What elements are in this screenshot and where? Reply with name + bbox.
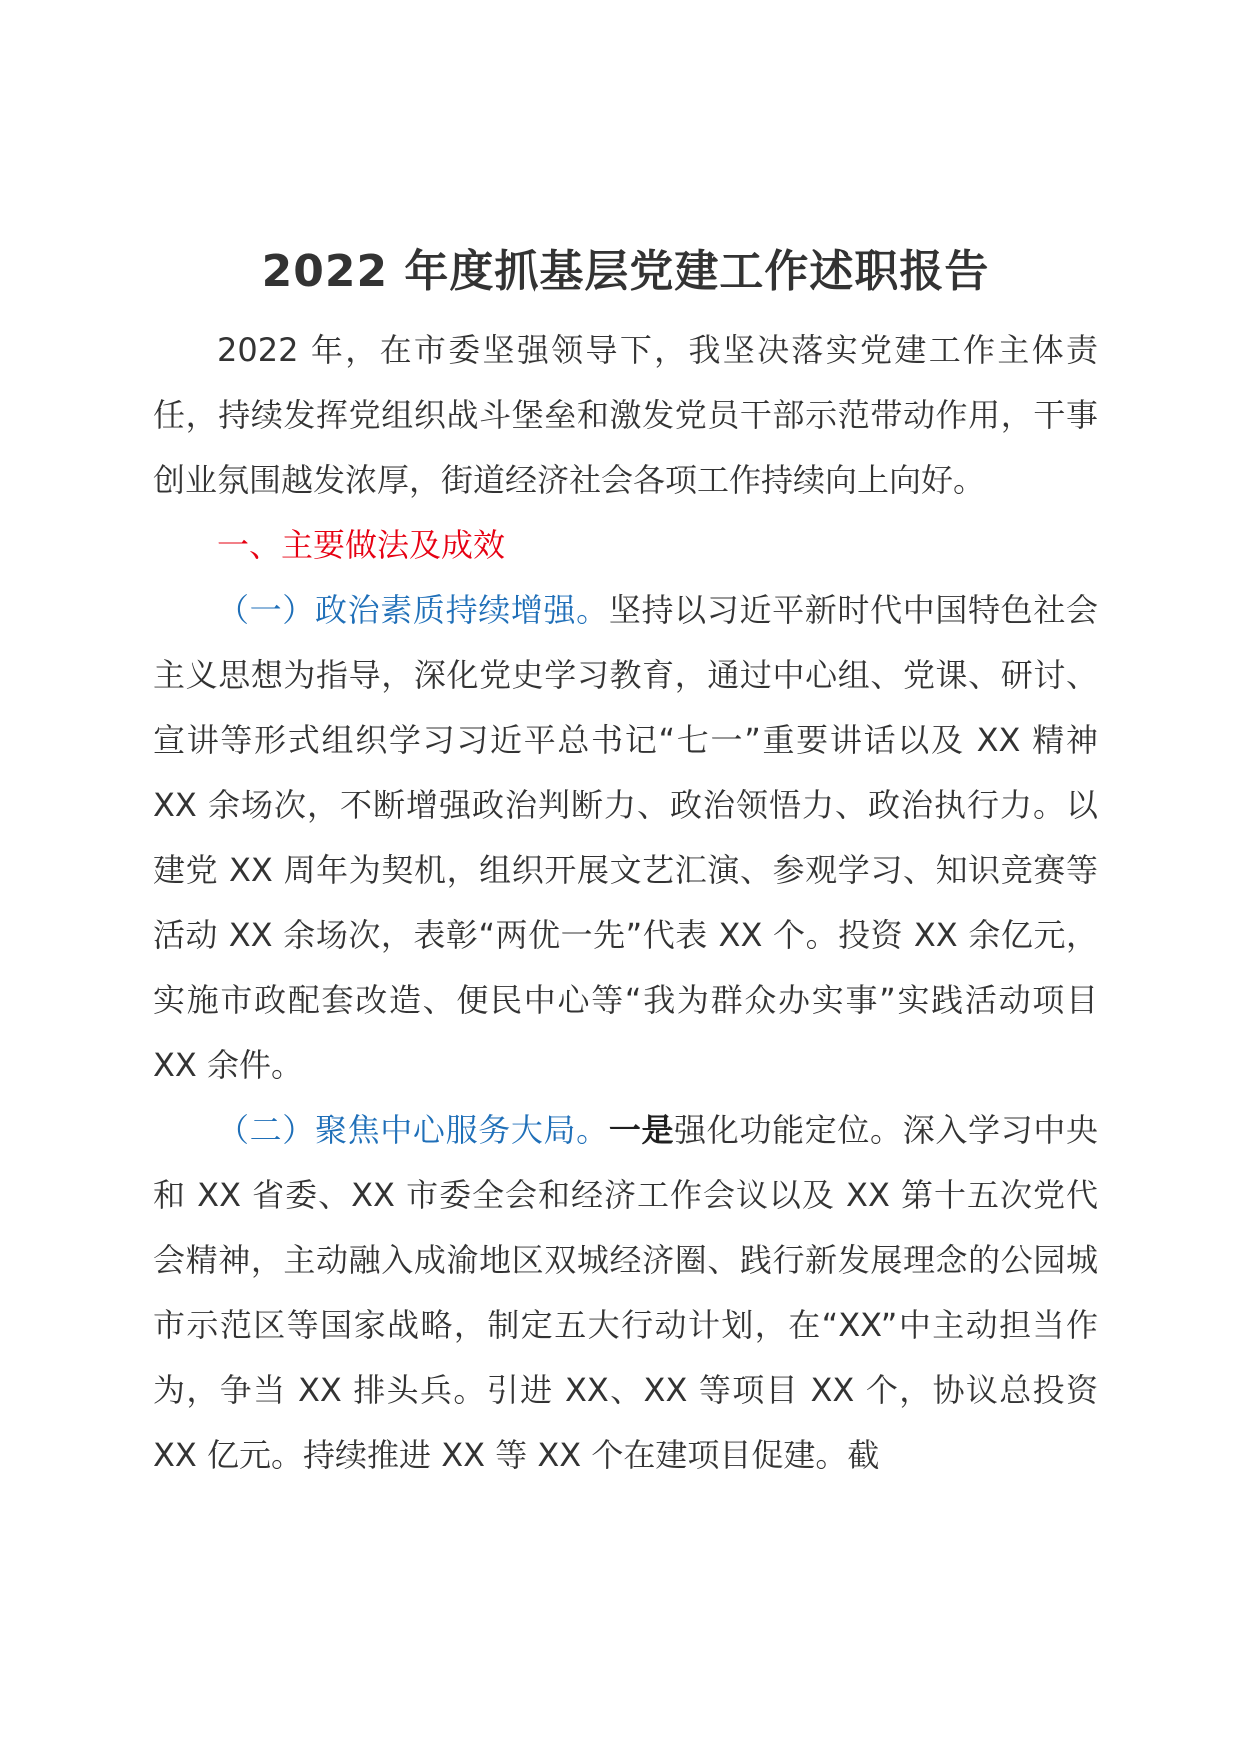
document-body — [153, 232, 1098, 1488]
subsection-1-body: 坚持以习近平新时代中国特色社会主义思想为指导，深化党史学习教育，通过中心组、党课、研讨、宣讲等形式组织学习习近平总书记“七一”重要讲话以及 XX 精神 XX 余场次，不断增强政治判断力、政治领悟力、政治执行力。以建党 XX 周年为契机，组织开展文艺汇演、参观学习、知识竞赛等活动 XX 余场次，表彰“两优一先”代表 XX 个。投资 XX 余亿元，实施市政配套改造、便民中心等“我为群众办实事”实践活动项目 XX 余件。 — [153, 591, 1098, 1084]
subsection-2-heading: （二）聚焦中心服务大局。 — [217, 1111, 609, 1149]
subsection-1-heading: （一）政治素质持续增强。 — [217, 591, 609, 629]
subsection-2-body: 强化功能定位。深入学习中央和 XX 省委、XX 市委全会和经济工作会议以及 XX 第十五次党代会精神，主动融入成渝地区双城经济圈、践行新发展理念的公园城市示范区等国家战略，制定五大行动计划，在“XX”中主动担当作为，争当 XX 排头兵。引进 XX、XX 等项目 XX 个，协议总投资 XX 亿元。持续推进 XX 等 XX 个在建项目促建。截 — [153, 1111, 1098, 1474]
intro-paragraph: 2022 年，在市委坚强领导下，我坚决落实党建工作主体责任，持续发挥党组织战斗堡垒和激发党员干部示范带动作用，干事创业氛围越发浓厚，街道经济社会各项工作持续向上向好。 — [153, 331, 1098, 499]
subsection-2-paragraph — [153, 1098, 1098, 1488]
subsection-2-lead: 一是 — [608, 1111, 675, 1149]
subsection-1-paragraph — [153, 578, 1098, 1098]
section-heading: 一、主要做法及成效 — [217, 526, 506, 564]
title-block — [153, 232, 1098, 318]
document-title: 2022 年度抓基层党建工作述职报告 — [261, 246, 990, 297]
